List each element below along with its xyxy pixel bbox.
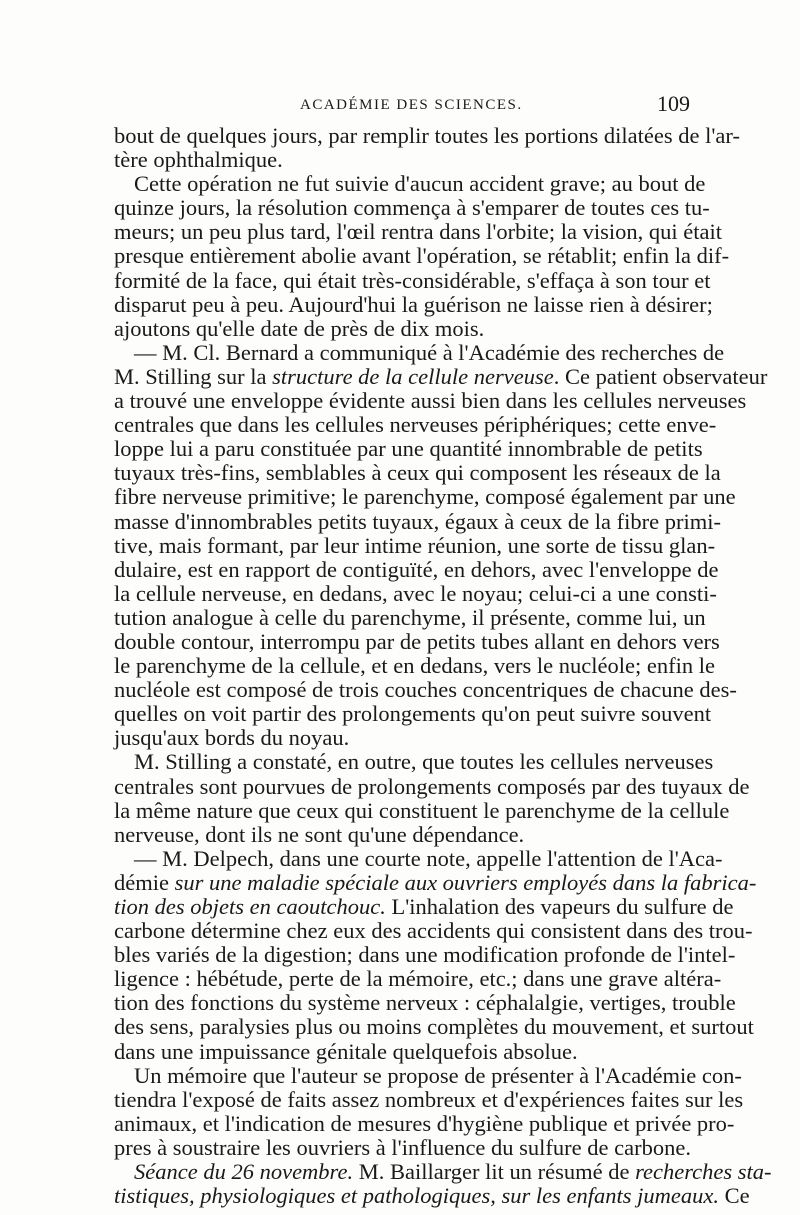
italic-title: recherches sta- <box>635 1159 772 1185</box>
text-line: dans une impuissance génitale quelquefois absolue. <box>114 1038 578 1064</box>
text-line: double contour, interrompu par de petits tubes allant en dehors vers <box>114 628 720 654</box>
text-line: tuyaux très-fins, semblables à ceux qui composent les réseaux de la <box>114 460 721 486</box>
text-line <box>114 894 734 919</box>
text-line: jusqu'aux bords du noyau. <box>114 725 350 751</box>
text-line: centrales que dans les cellules nerveuses périphériques; cette enve- <box>114 412 717 438</box>
text-line: tive, mais formant, par leur intime réunion, une sorte de tissu glan- <box>114 532 716 558</box>
text-line: masse d'innombrables petits tuyaux, égaux à ceux de la fibre primi- <box>114 508 721 534</box>
text-line: ligence : hébétude, perte de la mémoire, etc.; dans une grave altéra- <box>114 966 722 992</box>
text-line: le parenchyme de la cellule, et en dedans, vers le nucléole; enfin le <box>114 653 715 679</box>
text-line: des sens, paralysies plus ou moins complètes du mouvement, et surtout <box>114 1014 754 1040</box>
running-title: ACADÉMIE DES SCIENCES. <box>300 97 523 113</box>
text-line: — M. Cl. Bernard a communiqué à l'Académie des recherches de <box>134 339 725 365</box>
italic-title: structure de la cellule nerveuse <box>272 363 554 389</box>
text-line: nerveuse, dont ils ne sont qu'une dépendance. <box>114 821 525 847</box>
italic-title: tion des objets en caoutchouc. <box>114 894 386 919</box>
running-head <box>110 91 690 123</box>
text-segment: démie <box>114 869 175 895</box>
text-line <box>114 363 768 389</box>
text-line: M. Stilling a constaté, en outre, que toutes les cellules nerveuses <box>134 749 714 775</box>
text-line: pres à soustraire les ouvriers à l'influence du sulfure de carbone. <box>114 1134 691 1160</box>
text-line: bles variés de la digestion; dans une modification profonde de l'intel- <box>114 942 736 968</box>
text-line: quelles on voit partir des prolongements qu'on peut suivre souvent <box>114 701 712 727</box>
text-line: — M. Delpech, dans une courte note, appelle l'attention de l'Aca- <box>134 845 723 871</box>
text-line <box>114 869 757 895</box>
text-segment: Ce <box>718 1183 750 1209</box>
text-segment: . Ce patient observateur <box>553 363 768 389</box>
text-line: centrales sont pourvues de prolongements composés par des tuyaux de <box>114 773 750 799</box>
text-line: loppe lui a paru constituée par une quantité innombrable de petits <box>114 436 703 462</box>
text-line: Cette opération ne fut suivie d'aucun accident grave; au bout de <box>134 171 706 197</box>
text-line: disparut peu à peu. Aujourd'hui la guérison ne laisse rien à désirer; <box>114 291 713 317</box>
text-line <box>114 1183 750 1209</box>
text-line: quinze jours, la résolution commença à s'emparer de toutes ces tu- <box>114 195 710 221</box>
page-number: 109 <box>657 91 690 116</box>
text-segment: L'inhalation des vapeurs du sulfure de <box>385 894 734 919</box>
text-line: formité de la face, qui était très-considérable, s'effaça à son tour et <box>114 267 711 293</box>
text-line: a trouvé une enveloppe évidente aussi bien dans les cellules nerveuses <box>114 388 747 414</box>
text-line: fibre nerveuse primitive; le parenchyme, composé également par une <box>114 484 736 510</box>
text-line: tution analogue à celle du parenchyme, il présente, comme lui, un <box>114 604 706 630</box>
text-segment: M. Stilling sur la <box>114 363 273 389</box>
italic-title: tistiques, physiologiques et pathologiques, sur les enfants jumeaux. <box>114 1183 719 1209</box>
text-line: Un mémoire que l'auteur se propose de présenter à l'Académie con- <box>134 1062 742 1088</box>
text-line: bout de quelques jours, par remplir toutes les portions dilatées de l'ar- <box>114 123 740 148</box>
text-line: ajoutons qu'elle date de près de dix mois. <box>114 315 485 341</box>
text-line: nucléole est composé de trois couches concentriques de chacune des- <box>114 677 737 703</box>
text-line: presque entièrement abolie avant l'opération, se rétablit; enfin la dif- <box>114 243 730 269</box>
text-line <box>114 1159 772 1185</box>
text-line: carbone détermine chez eux des accidents qui consistent dans des trou- <box>114 918 753 944</box>
text-line: dulaire, est en rapport de contiguïté, en dehors, avec l'enveloppe de <box>114 556 719 582</box>
text-line: tiendra l'exposé de faits assez nombreux et d'expériences faites sur les <box>114 1086 744 1112</box>
text-line: meurs; un peu plus tard, l'œil rentra dans l'orbite; la vision, qui était <box>114 219 722 245</box>
text-line: la cellule nerveuse, en dedans, avec le noyau; celui-ci a une consti- <box>114 580 717 606</box>
italic-date: Séance du 26 novembre. <box>134 1159 354 1185</box>
text-line: animaux, et l'indication de mesures d'hygiène publique et privée pro- <box>114 1110 735 1136</box>
text-line: tion des fonctions du système nerveux : céphalalgie, vertiges, trouble <box>114 990 736 1016</box>
text-line: la même nature que ceux qui constituent le parenchyme de la cellule <box>114 797 730 823</box>
italic-title: sur une maladie spéciale aux ouvriers employés dans la fabrica- <box>174 869 757 895</box>
text-line: tère ophthalmique. <box>114 147 283 173</box>
body-text <box>114 123 772 1209</box>
text-segment: M. Baillarger lit un résumé de <box>353 1159 636 1185</box>
